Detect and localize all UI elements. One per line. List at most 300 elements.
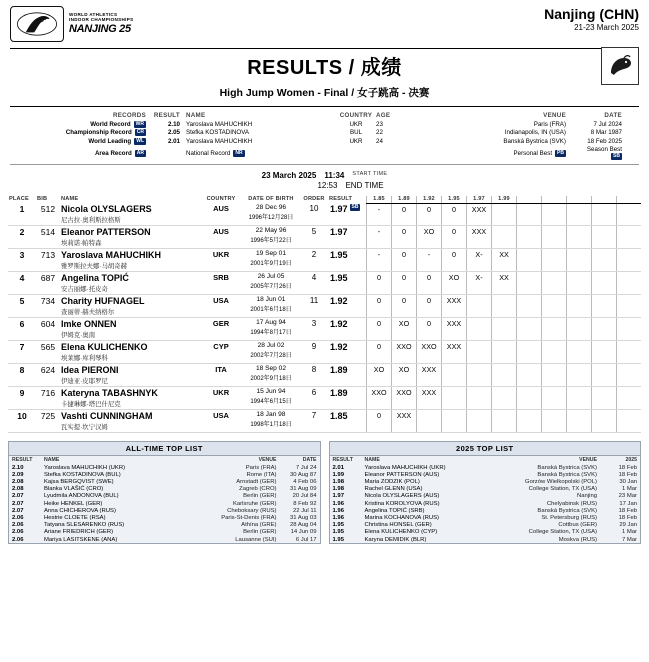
se-venue: College Station, TX (USA) (528, 529, 597, 536)
at-date: 20 Jul 84 (292, 493, 317, 500)
athlete-result: 1.92 (330, 342, 348, 353)
attempt-cell: 0 (417, 272, 442, 295)
results-table (8, 196, 641, 434)
attempt-cell (517, 226, 542, 249)
se-date: 7 Mar (621, 536, 637, 543)
col-height-5: 1.97 (467, 196, 492, 204)
title-divider (10, 106, 639, 107)
attempt-cell (567, 295, 592, 318)
at-name: Anna CHICHEROVA (RUS) (44, 507, 116, 514)
athlete-bib: 716 (36, 387, 60, 410)
at-venue: Berlin (GER) (243, 493, 277, 500)
record-tag: WL (136, 137, 144, 144)
list-item (9, 493, 320, 500)
list-item (9, 464, 320, 471)
athlete-bib: 624 (36, 364, 60, 387)
at-date: 28 Aug 04 (289, 522, 317, 529)
athlete-dob: 19 Sep 01 (255, 250, 287, 258)
mascot-bird-icon (605, 51, 635, 81)
attempt-cell: XX (492, 272, 517, 295)
attempt-cell (492, 364, 517, 387)
attempt-cell (492, 387, 517, 410)
records-divider (10, 164, 639, 165)
attempt-cell (567, 387, 592, 410)
record-tag: WR (135, 120, 144, 127)
se-venue: Banská Bystrica (SVK) (537, 464, 597, 471)
athlete-name-cn: 伊迪亚·皮耶罗尼 (61, 378, 108, 386)
athlete-name-cn: 埃莉诺·帕特森 (61, 240, 102, 248)
athlete-dob-cn: 1994年6月15日 (250, 399, 292, 406)
athlete-place: 3 (8, 249, 36, 272)
se-venue: College Station, TX (USA) (528, 486, 597, 493)
athlete-dob: 28 Jul 02 (257, 342, 285, 350)
col-result: RESULT (329, 196, 353, 203)
records-col-age: AGE (376, 112, 391, 119)
at-date: 8 Feb 92 (293, 500, 317, 507)
attempt-cell (542, 364, 567, 387)
attempt-cell: XXX (417, 364, 442, 387)
attempt-cell: XXX (442, 318, 467, 341)
se-date: 29 Jan (619, 522, 637, 529)
records-col-result: RESULT (153, 112, 180, 119)
se-date: 30 Jan (619, 479, 637, 486)
attempt-cell (567, 226, 592, 249)
athlete-order: 11 (300, 295, 328, 318)
col-bib: BIB (37, 196, 48, 203)
list-item (330, 536, 641, 543)
athlete-dob-cn: 2001年9月19日 (250, 261, 292, 268)
records-col-country: COUNTRY (339, 112, 373, 119)
attempt-cell: 0 (417, 203, 442, 226)
attempt-cell (542, 203, 567, 226)
attempt-cell: XO (392, 364, 417, 387)
attempt-cell: 0 (442, 203, 467, 226)
athlete-place: 5 (8, 295, 36, 318)
attempt-cell (617, 318, 642, 341)
at-venue: Zagreb (CRO) (239, 486, 277, 493)
at-venue: Paris (FRA) (245, 464, 277, 471)
se-date: 18 Feb (618, 464, 637, 471)
se-name: Eleanor PATTERSON (AUS) (364, 471, 440, 478)
at-date: 14 Jun 09 (290, 529, 317, 536)
col-height-3: 1.92 (417, 196, 442, 204)
attempt-cell: - (417, 249, 442, 272)
attempt-cell: XXX (467, 203, 492, 226)
at-date: 6 Jul 17 (295, 536, 317, 543)
at-result: 2.06 (12, 529, 24, 536)
attempt-cell (542, 387, 567, 410)
table-row (8, 295, 641, 318)
athlete-dob: 17 Aug 94 (256, 319, 286, 327)
athlete-name: Elena KULICHENKO (61, 342, 148, 353)
legend-ar-tag: AR (136, 149, 144, 156)
legend-nr-tag: NR (235, 149, 243, 156)
athlete-name-cn: 查丽蒂·赫夫纳格尔 (61, 309, 115, 317)
event-logo (10, 6, 133, 42)
se-date: 18 Feb (618, 514, 637, 521)
athlete-order: 10 (300, 203, 328, 226)
all-time-title: ALL-TIME TOP LIST (9, 442, 320, 456)
col-height-10 (592, 196, 617, 204)
session-end-row (10, 181, 639, 190)
athlete-country: UKR (200, 249, 242, 272)
record-name: Stefka KOSTADINOVA (186, 129, 250, 137)
attempt-cell (517, 249, 542, 272)
at-name: Lyudmila ANDONOVA (BUL) (44, 493, 119, 500)
list-item (330, 522, 641, 529)
event-subtitle: High Jump Women - Final / 女子跳高 - 决赛 (219, 87, 430, 99)
col-name: NAME (61, 196, 79, 203)
at-venue: Karlsruhe (GER) (232, 500, 277, 507)
attempt-cell: XO (442, 272, 467, 295)
record-tag: CR (136, 129, 144, 136)
attempt-cell (567, 410, 592, 433)
attempt-cell: XXX (392, 410, 417, 433)
athlete-country: ITA (200, 364, 242, 387)
attempt-cell (492, 226, 517, 249)
at-result: 2.09 (12, 471, 24, 478)
se-name: Karyna DEMIDIK (BLR) (364, 536, 427, 543)
record-country: BUL (349, 129, 363, 137)
athlete-dob-cn: 1996年12月28日 (248, 215, 294, 222)
col-height-1: 1.85 (367, 196, 392, 204)
attempt-cell: 0 (392, 295, 417, 318)
attempt-cell (592, 295, 617, 318)
attempt-cell: 0 (442, 226, 467, 249)
col-height-6: 1.99 (492, 196, 517, 204)
at-result: 2.07 (12, 500, 24, 507)
session-end-label: END TIME (345, 180, 384, 190)
at-result: 2.06 (12, 514, 24, 521)
athlete-place: 1 (8, 203, 36, 226)
at-result: 2.08 (12, 486, 24, 493)
header-divider (10, 48, 639, 49)
session-end-time: 12:53 (317, 180, 338, 190)
attempt-cell (442, 364, 467, 387)
attempt-cell: 0 (367, 272, 392, 295)
season-top-list-panel (329, 441, 642, 544)
athlete-bib: 512 (36, 203, 60, 226)
athlete-name: Idea PIERONI (61, 365, 119, 376)
attempt-cell (617, 203, 642, 226)
se-result: 1.95 (332, 536, 344, 543)
attempt-cell (542, 249, 567, 272)
se-date: 1 Mar (621, 529, 637, 536)
attempt-cell (517, 341, 542, 364)
attempt-cell (492, 318, 517, 341)
attempt-cell (592, 226, 617, 249)
col-dob: DATE OF BIRTH (248, 196, 294, 203)
record-row (28, 121, 624, 128)
attempt-cell: XXO (367, 387, 392, 410)
attempt-cell: XXX (442, 295, 467, 318)
list-item (330, 471, 641, 478)
bottom-lists (8, 441, 641, 544)
athlete-bib: 734 (36, 295, 60, 318)
athlete-place: 10 (8, 410, 36, 433)
at-name: Mariya LASITSKENE (ANA) (44, 536, 118, 543)
attempt-cell (592, 249, 617, 272)
record-result: 2.01 (167, 137, 180, 145)
attempt-cell (592, 364, 617, 387)
athlete-order: 2 (300, 249, 328, 272)
se-name: Maria ZODZIK (POL) (364, 479, 420, 486)
event-city: Nanjing (CHN) (544, 6, 639, 22)
athlete-result: 1.89 (330, 365, 348, 376)
attempt-cell (442, 387, 467, 410)
athlete-name: Vashti CUNNINGHAM (61, 411, 153, 422)
se-venue: Moskva (RUS) (558, 536, 597, 543)
col-height-4: 1.95 (442, 196, 467, 204)
se-result: 1.96 (332, 500, 344, 507)
athlete-order: 8 (300, 364, 328, 387)
athlete-country: GER (200, 318, 242, 341)
title-block (0, 51, 649, 100)
at-name: Blanka VLAŠIĆ (CRO) (44, 486, 104, 493)
attempt-cell (592, 410, 617, 433)
attempt-cell: 0 (392, 249, 417, 272)
list-item (330, 478, 641, 485)
at-name: Kajsa BERGQVIST (SWE) (44, 479, 114, 486)
se-result: 1.95 (332, 529, 344, 536)
attempt-cell (567, 249, 592, 272)
attempt-cell: XXO (417, 341, 442, 364)
record-label: World Leading (88, 137, 132, 145)
attempt-cell (492, 203, 517, 226)
logo-line-2: INDOOR CHAMPIONSHIPS (69, 16, 134, 22)
logo-line-3: NANJING 25 (69, 22, 131, 35)
athlete-result: 1.92 (330, 319, 348, 330)
se-date: 17 Jan (619, 500, 637, 507)
athlete-country: AUS (200, 226, 242, 249)
col-height-8 (542, 196, 567, 204)
record-row (28, 129, 624, 136)
at-venue: Athína (GRE) (241, 522, 277, 529)
season-title: 2025 TOP LIST (330, 442, 641, 456)
event-dates: 21-23 March 2025 (574, 23, 639, 32)
athlete-order: 4 (300, 272, 328, 295)
list-item (9, 507, 320, 514)
athlete-country: CYP (200, 341, 242, 364)
list-item (9, 478, 320, 485)
attempt-cell: XO (392, 318, 417, 341)
at-result: 2.10 (12, 464, 24, 471)
logo-wordmark (69, 13, 133, 35)
athlete-dob-cn: 2001年6月18日 (250, 307, 292, 314)
athlete-bib: 687 (36, 272, 60, 295)
list-item (330, 514, 641, 521)
attempt-cell: X- (467, 272, 492, 295)
record-result: 2.10 (167, 120, 180, 128)
attempt-cell: XXX (467, 226, 492, 249)
attempt-cell (542, 318, 567, 341)
attempt-cell (617, 272, 642, 295)
se-name: Nicola OLYSLAGERS (AUS) (364, 493, 440, 500)
attempt-cell (592, 272, 617, 295)
at-venue: Berlin (GER) (243, 529, 277, 536)
at-date: 7 Jul 24 (295, 464, 317, 471)
athlete-order: 6 (300, 387, 328, 410)
se-date: 1 Mar (621, 486, 637, 493)
col-height-7 (517, 196, 542, 204)
athlete-dob-cn: 1994年8月17日 (250, 330, 292, 337)
athlete-order: 7 (300, 410, 328, 433)
attempt-cell (442, 410, 467, 433)
athlete-name-cn: 安吉丽娜·托皮奇 (61, 286, 108, 294)
se-date: 23 Mar (618, 493, 637, 500)
athlete-name-cn: 雅罗斯拉夫娜·马胡奇赫 (61, 263, 128, 271)
table-row (8, 272, 641, 295)
se-result: 1.99 (332, 471, 344, 478)
records-col-date: DATE (604, 112, 622, 119)
athlete-place: 4 (8, 272, 36, 295)
list-item (9, 486, 320, 493)
athlete-country: USA (200, 295, 242, 318)
attempt-cell (617, 295, 642, 318)
records-header-row (28, 112, 624, 119)
attempt-cell (617, 410, 642, 433)
attempt-cell: XO (367, 364, 392, 387)
athlete-dob-cn: 1996年5月22日 (250, 238, 292, 245)
attempt-cell (567, 203, 592, 226)
legend-season-best: Season Best (586, 146, 622, 154)
athlete-name-cn: 卡捷琳娜·塔巴什尼克 (61, 401, 121, 409)
athlete-result: 1.97 (330, 204, 348, 215)
list-item (9, 471, 320, 478)
athlete-order: 3 (300, 318, 328, 341)
result-badge: SB (351, 204, 359, 211)
all-time-header-row (9, 456, 320, 464)
attempt-cell: 0 (417, 318, 442, 341)
record-age: 24 (376, 137, 383, 145)
at-venue: Rome (ITA) (246, 471, 277, 478)
attempt-cell (467, 410, 492, 433)
col-order: ORDER (303, 196, 325, 203)
attempt-cell (467, 364, 492, 387)
at-result: 2.06 (12, 536, 24, 543)
at-col-result: RESULT (12, 457, 33, 464)
attempt-cell: XXX (442, 341, 467, 364)
athlete-name: Imke ONNEN (61, 319, 117, 330)
at-date: 31 Aug 09 (289, 486, 317, 493)
attempt-cell (492, 410, 517, 433)
attempt-cell: - (367, 226, 392, 249)
athlete-country: AUS (200, 203, 242, 226)
results-header-row (8, 196, 641, 204)
athlete-dob: 28 Dec 96 (255, 204, 287, 212)
se-result: 1.98 (332, 486, 344, 493)
season-header-row (330, 456, 641, 464)
athlete-name-cn: 尼古拉·奥利斯拉格斯 (61, 217, 121, 225)
athlete-name-cn: 埃莱娜·库利琴科 (61, 355, 108, 363)
se-col-name: NAME (364, 457, 380, 464)
record-country: UKR (349, 137, 363, 145)
se-col-date: 2025 (625, 457, 637, 464)
at-result: 2.06 (12, 522, 24, 529)
legend-personal-best: Personal Best (513, 150, 553, 158)
record-age: 23 (376, 120, 383, 128)
session-start-time: 11:34 (324, 170, 345, 180)
se-result: 1.95 (332, 522, 344, 529)
attempt-cell: 0 (417, 295, 442, 318)
results-table-body (8, 203, 641, 433)
record-date: 8 Mar 1987 (590, 129, 622, 137)
list-item (330, 500, 641, 507)
at-result: 2.08 (12, 479, 24, 486)
attempt-cell: XXX (417, 387, 442, 410)
attempt-cell: 0 (367, 295, 392, 318)
attempt-cell (517, 203, 542, 226)
se-name: Elena KULICHENKO (CYP) (364, 529, 438, 536)
athlete-bib: 713 (36, 249, 60, 272)
athlete-country: USA (200, 410, 242, 433)
athlete-place: 7 (8, 341, 36, 364)
table-row (8, 364, 641, 387)
attempt-cell: XXO (392, 341, 417, 364)
athlete-dob-cn: 1998年1月18日 (250, 422, 292, 429)
legend-national-record: National Record (186, 150, 231, 158)
table-row (8, 410, 641, 433)
attempt-cell: 0 (392, 203, 417, 226)
se-result: 1.96 (332, 507, 344, 514)
legend-area-record: Area Record (94, 150, 132, 158)
record-name: Yaroslava MAHUCHIKH (186, 120, 253, 128)
athlete-place: 2 (8, 226, 36, 249)
se-venue: Gorzów Wielkopolski (POL) (524, 479, 597, 486)
record-country: UKR (349, 120, 363, 128)
attempt-cell (517, 272, 542, 295)
at-col-venue: VENUE (258, 457, 277, 464)
at-col-date: DATE (302, 457, 317, 464)
season-table (330, 456, 641, 543)
attempt-cell (542, 295, 567, 318)
record-name: Yaroslava MAHUCHIKH (186, 137, 253, 145)
athlete-name: Eleanor PATTERSON (61, 227, 151, 238)
col-height-2: 1.89 (392, 196, 417, 204)
athlete-dob: 22 May 96 (255, 227, 287, 235)
attempt-cell (567, 318, 592, 341)
col-height-11 (617, 196, 642, 204)
list-item (330, 493, 641, 500)
attempt-cell: 0 (367, 341, 392, 364)
attempt-cell (492, 341, 517, 364)
attempt-cell (467, 318, 492, 341)
athlete-bib: 604 (36, 318, 60, 341)
athlete-name: Charity HUFNAGEL (61, 296, 145, 307)
athlete-result: 1.97 (330, 227, 348, 238)
at-date: 22 Jul 11 (293, 507, 317, 514)
se-col-venue: VENUE (579, 457, 597, 464)
records-block (28, 112, 624, 161)
table-row (8, 387, 641, 410)
col-country: COUNTRY (206, 196, 236, 203)
attempt-cell: - (367, 249, 392, 272)
at-name: Stefka KOSTADINOVA (BUL) (44, 471, 121, 478)
attempt-cell: - (367, 203, 392, 226)
attempt-cell (567, 364, 592, 387)
record-legend-row (28, 146, 624, 160)
attempt-cell (592, 387, 617, 410)
attempt-cell: XXO (392, 387, 417, 410)
all-time-table (9, 456, 320, 543)
world-athletics-emblem-icon (10, 6, 64, 42)
attempt-cell: XX (492, 249, 517, 272)
list-item (9, 529, 320, 536)
list-item (330, 507, 641, 514)
attempt-cell (517, 295, 542, 318)
at-venue: Arnstadt (GER) (236, 479, 277, 486)
col-place: PLACE (9, 196, 29, 203)
